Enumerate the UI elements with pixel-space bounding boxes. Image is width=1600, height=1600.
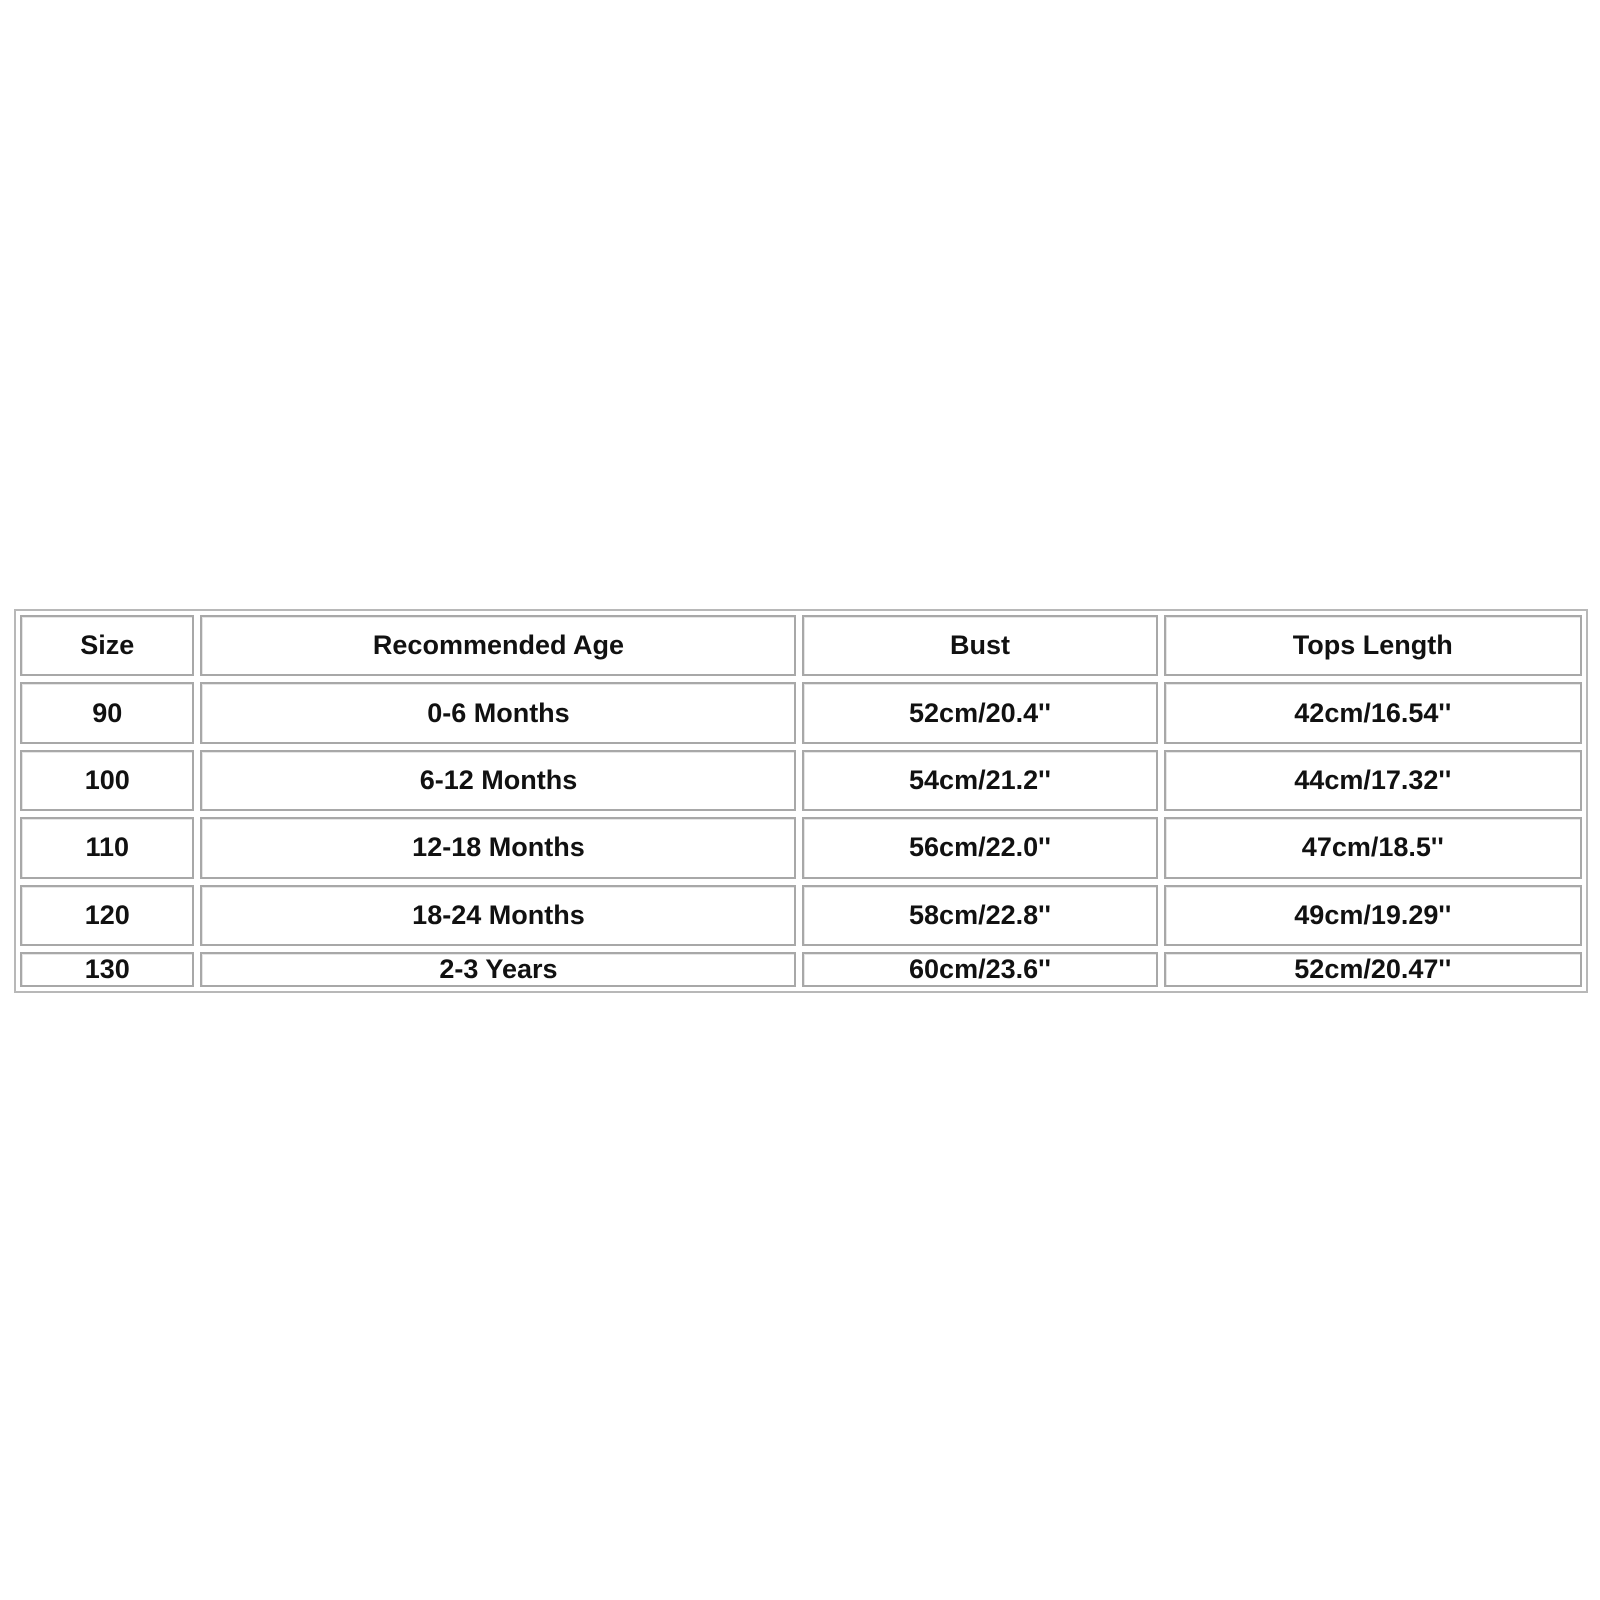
cell-bust: 52cm/20.4'': [802, 682, 1157, 743]
cell-size: 130: [20, 952, 194, 987]
cell-tops-length: 44cm/17.32'': [1164, 750, 1582, 811]
cell-bust: 60cm/23.6'': [802, 952, 1157, 987]
cell-size: 110: [20, 817, 194, 878]
cell-recommended-age: 6-12 Months: [200, 750, 796, 811]
size-table: [14, 609, 1588, 993]
cell-recommended-age: 0-6 Months: [200, 682, 796, 743]
cell-bust: 56cm/22.0'': [802, 817, 1157, 878]
header-tops-length: Tops Length: [1164, 615, 1582, 676]
cell-bust: 54cm/21.2'': [802, 750, 1157, 811]
table-row: [20, 682, 1582, 743]
table-row: [20, 750, 1582, 811]
header-bust: Bust: [802, 615, 1157, 676]
cell-size: 90: [20, 682, 194, 743]
cell-size: 120: [20, 885, 194, 946]
cell-recommended-age: 18-24 Months: [200, 885, 796, 946]
cell-size: 100: [20, 750, 194, 811]
cell-tops-length: 52cm/20.47'': [1164, 952, 1582, 987]
header-recommended-age: Recommended Age: [200, 615, 796, 676]
cell-tops-length: 42cm/16.54'': [1164, 682, 1582, 743]
cell-tops-length: 47cm/18.5'': [1164, 817, 1582, 878]
table-row: [20, 817, 1582, 878]
cell-recommended-age: 12-18 Months: [200, 817, 796, 878]
table-row: [20, 952, 1582, 987]
cell-tops-length: 49cm/19.29'': [1164, 885, 1582, 946]
size-chart-table: [14, 609, 1588, 993]
table-row: [20, 885, 1582, 946]
table-header-row: [20, 615, 1582, 676]
cell-recommended-age: 2-3 Years: [200, 952, 796, 987]
header-size: Size: [20, 615, 194, 676]
cell-bust: 58cm/22.8'': [802, 885, 1157, 946]
